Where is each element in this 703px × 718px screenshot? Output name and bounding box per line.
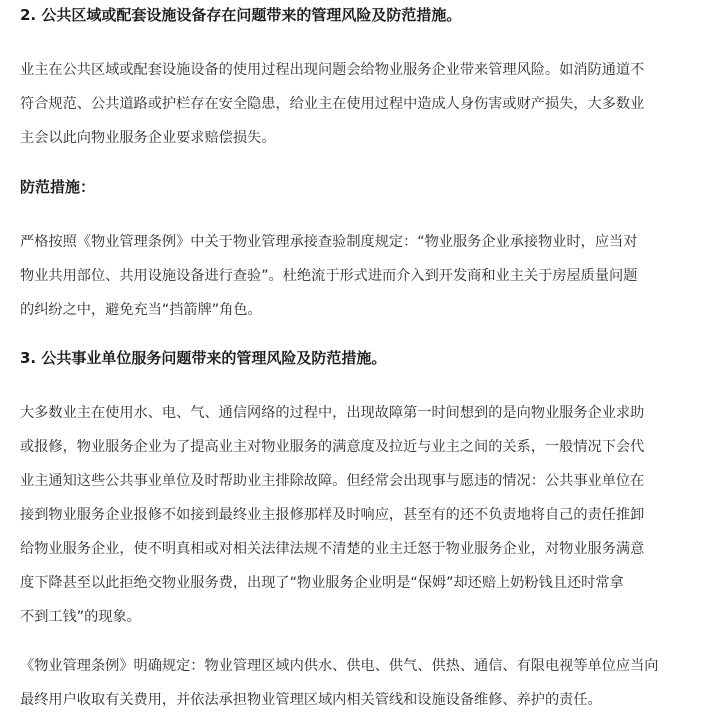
section2-heading: 2. 公共区域或配套设施设备存在问题带来的管理风险及防范措施。 bbox=[20, 6, 462, 24]
paragraph-line: 的纠纷之中，避免充当“挡箭牌”角色。 bbox=[20, 302, 262, 318]
paragraph-line: 不到工钱”的现象。 bbox=[20, 609, 141, 625]
paragraph-line: 主会以此向物业服务企业要求赔偿损失。 bbox=[20, 130, 276, 146]
paragraph-line: 或报修，物业服务企业为了提高业主对物业服务的满意度及拉近与业主之间的关系，一般情况下会代 bbox=[20, 439, 645, 455]
paragraph-line: 业主通知这些公共事业单位及时帮助业主排除故障。但经常会出现事与愿违的情况：公共事业单位在 bbox=[20, 473, 645, 489]
section3-heading: 3. 公共事业单位服务问题带来的管理风险及防范措施。 bbox=[20, 349, 387, 367]
regulation-paragraph bbox=[20, 649, 658, 717]
paragraph-line: 度下降甚至以此拒绝交物业服务费，出现了“物业服务企业明是“保姆”却还赔上奶粉钱且还时常拿 bbox=[20, 575, 624, 591]
prevention-label: 防范措施： bbox=[20, 178, 96, 196]
paragraph-line: 《物业管理条例》明确规定：物业管理区域内供水、供电、供气、供热、通信、有限电视等单位应当向 bbox=[20, 658, 659, 674]
paragraph-line: 物业共用部位、共用设施设备进行查验”。杜绝流于形式进而介入到开发商和业主关于房屋质量问题 bbox=[20, 268, 638, 284]
paragraph-line: 接到物业服务企业报修不如接到最终业主报修那样及时响应，甚至有的还不负责地将自己的责任推卸 bbox=[20, 507, 645, 523]
paragraph-line: 业主在公共区域或配套设施设备的使用过程出现问题会给物业服务企业带来管理风险。如消防通道不 bbox=[20, 62, 645, 78]
paragraph-line: 严格按照《物业管理条例》中关于物业管理承接查验制度规定：“物业服务企业承接物业时，应当对 bbox=[20, 234, 638, 250]
paragraph-line: 大多数业主在使用水、电、气、通信网络的过程中，出现故障第一时间想到的是向物业服务企业求助 bbox=[20, 405, 645, 421]
section2-paragraph bbox=[20, 53, 644, 155]
prevention-paragraph bbox=[20, 225, 637, 327]
paragraph-line: 符合规范、公共道路或护栏存在安全隐患，给业主在使用过程中造成人身伤害或财产损失，大多数业 bbox=[20, 96, 645, 112]
paragraph-line: 给物业服务企业，使不明真相或对相关法律法规不清楚的业主迁怒于物业服务企业，对物业服务满意 bbox=[20, 541, 645, 557]
paragraph-line: 最终用户收取有关费用，并依法承担物业管理区域内相关管线和设施设备维修、养护的责任。 bbox=[20, 692, 602, 708]
section3-paragraph bbox=[20, 396, 644, 634]
